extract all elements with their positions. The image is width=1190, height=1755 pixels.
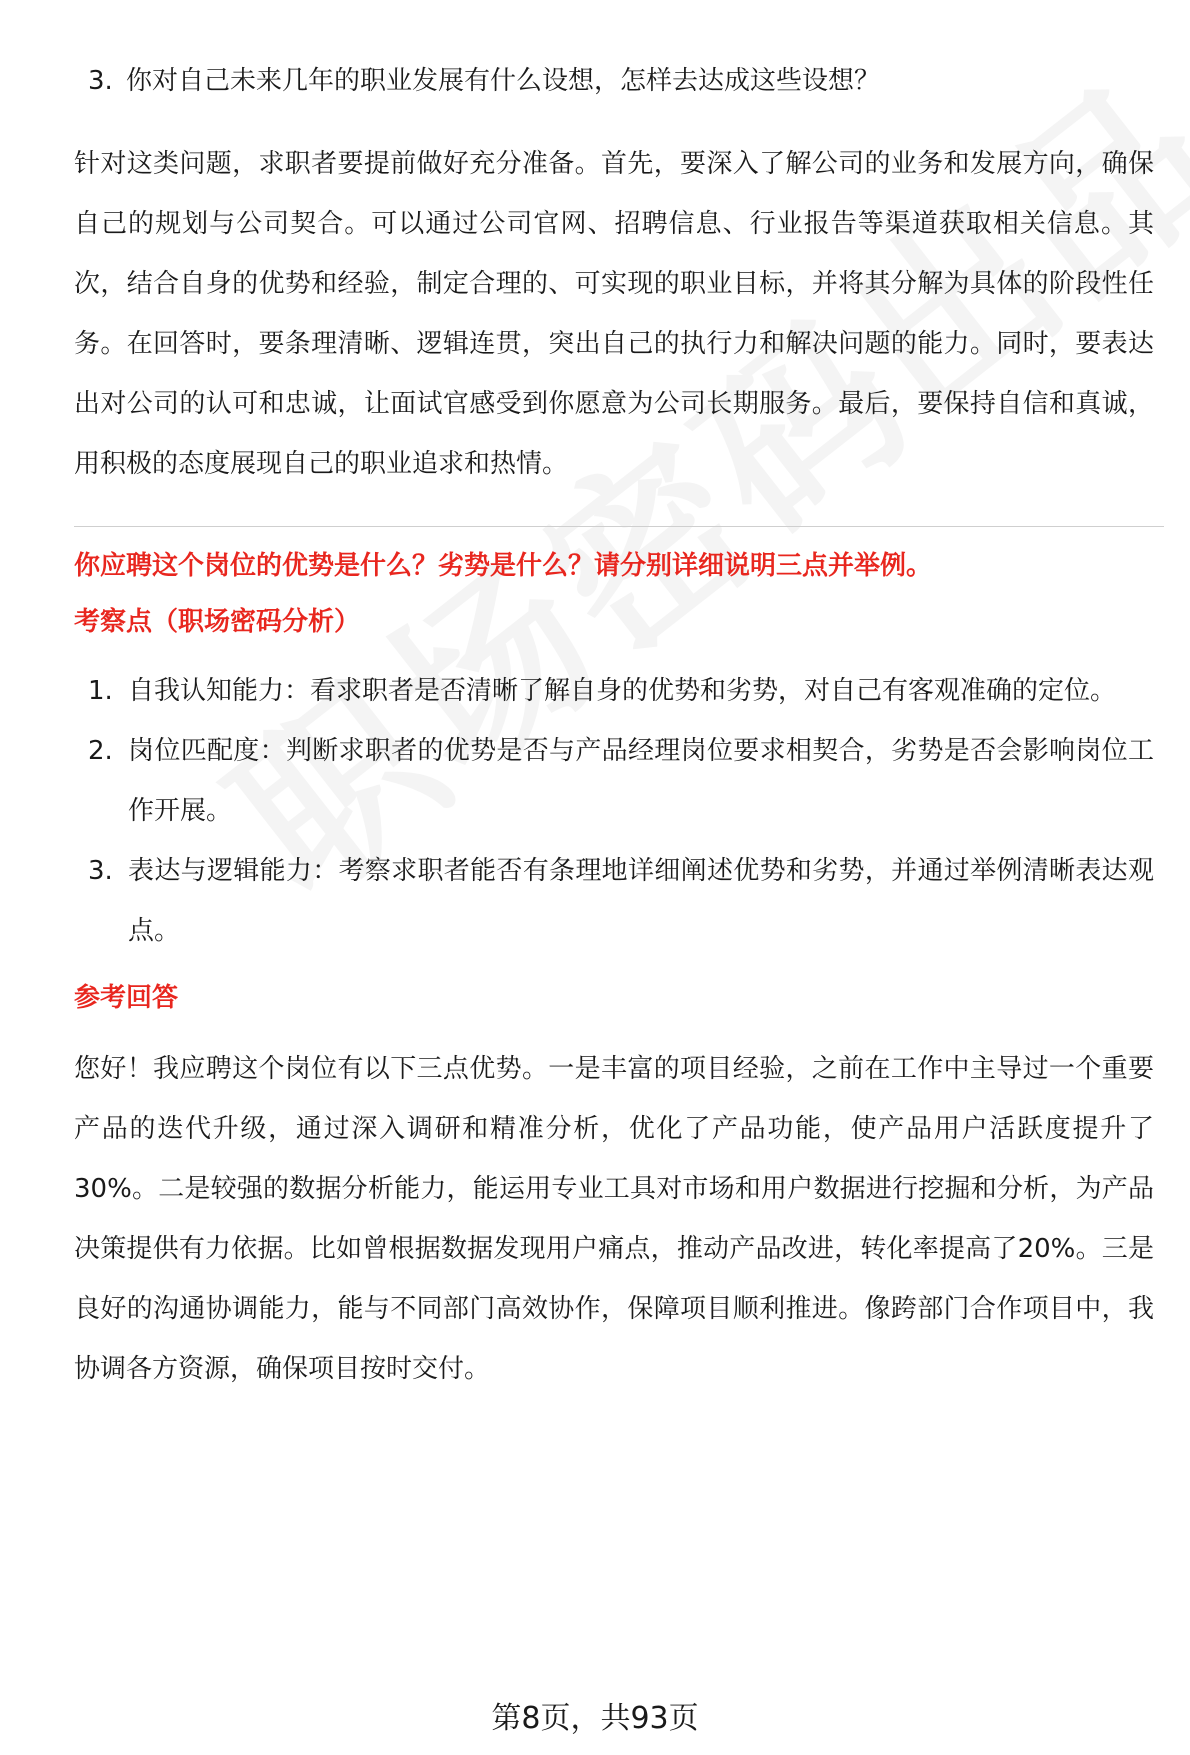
list-item: [74, 661, 1154, 721]
list-item-number: 3.: [88, 856, 113, 886]
previous-question: [88, 58, 1154, 104]
previous-answer-paragraph: 针对这类问题，求职者要提前做好充分准备。首先，要深入了解公司的业务和发展方向，确保自己的规划与公司契合。可以通过公司官网、招聘信息、行业报告等渠道获取相关信息。其次，结合自身的优势和经验，制定合理的、可实现的职业目标，并将其分解为具体的阶段性任务。在回答时，要条理清晰、逻辑连贯，突出自己的执行力和解决问题的能力。同时，要表达出对公司的认可和忠诚，让面试官感受到你愿意为公司长期服务。最后，要保持自信和真诚，用积极的态度展现自己的职业追求和热情。: [74, 149, 1154, 479]
list-item-number: 1.: [88, 676, 113, 706]
list-item-text: 岗位匹配度：判断求职者的优势是否与产品经理岗位要求相契合，劣势是否会影响岗位工作开展。: [128, 736, 1154, 826]
section-divider: [74, 526, 1164, 527]
list-item-text: 表达与逻辑能力：考察求职者能否有条理地详细阐述优势和劣势，并通过举例清晰表达观点。: [128, 856, 1154, 946]
list-item: [74, 841, 1154, 961]
focus-points-heading: 考察点（职场密码分析）: [74, 607, 361, 637]
list-item-text: 自我认知能力：看求职者是否清晰了解自身的优势和劣势，对自己有客观准确的定位。: [128, 676, 1117, 706]
reference-answer-heading: 参考回答: [74, 983, 179, 1013]
previous-question-number: 3.: [88, 66, 113, 96]
list-item: [74, 721, 1154, 841]
question-title: 你应聘这个岗位的优势是什么？劣势是什么？请分别详细说明三点并举例。: [74, 551, 933, 581]
document-body: [74, 58, 1154, 1399]
focus-points-list: [74, 661, 1154, 961]
page-number-footer: 第8页，共93页: [491, 1701, 699, 1736]
previous-question-text: 你对自己未来几年的职业发展有什么设想，怎样去达成这些设想？: [126, 66, 881, 96]
list-item-number: 2.: [88, 736, 113, 766]
reference-answer-paragraph: 您好！我应聘这个岗位有以下三点优势。一是丰富的项目经验，之前在工作中主导过一个重要产品的迭代升级，通过深入调研和精准分析，优化了产品功能，使产品用户活跃度提升了30%。二是较强的数据分析能力，能运用专业工具对市场和用户数据进行挖掘和分析，为产品决策提供有力依据。比如曾根据数据发现用户痛点，推动产品改进，转化率提高了20%。三是良好的沟通协调能力，能与不同部门高效协作，保障项目顺利推进。像跨部门合作项目中，我协调各方资源，确保项目按时交付。: [74, 1054, 1154, 1384]
